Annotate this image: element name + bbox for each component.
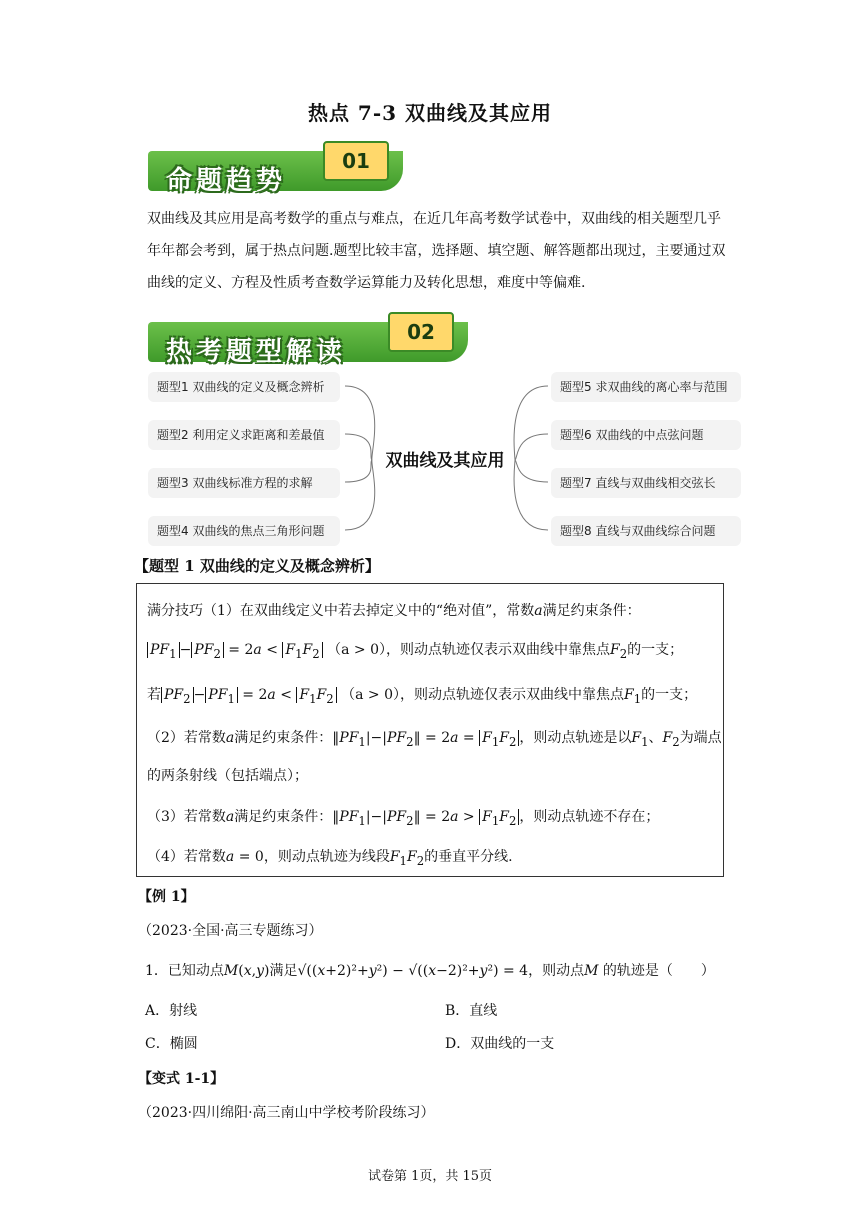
page-footer: 试卷第 1页，共 15页 bbox=[367, 1169, 493, 1184]
tip-line-5: 的两条射线（包括端点）； bbox=[147, 768, 308, 784]
page-title: 热点 7-3 双曲线及其应用 bbox=[307, 101, 553, 125]
option-d[interactable]: D．双曲线的一支 bbox=[445, 1036, 555, 1052]
option-b[interactable]: B．直线 bbox=[445, 1003, 498, 1019]
mindmap-node: 题型6 双曲线的中点弦问题 bbox=[551, 420, 741, 450]
variant-label: 【变式 1-1】 bbox=[138, 1071, 225, 1087]
example-question: 1．已知动点M(x,y)满足√((x+2)²+y²) − √((x−2)²+y²) = 4，则动点M 的轨迹是（ ） bbox=[145, 963, 715, 979]
banner-number: 02 bbox=[388, 312, 454, 352]
mindmap-center: 双曲线及其应用 bbox=[385, 451, 505, 471]
tip-line-4: （2）若常数a满足约束条件：$‖PF_1|-|PF_2‖ = 2a = F_1F_2$ ，则动点轨迹是以$F_1$、$F_2$为端点 bbox=[147, 730, 722, 749]
variant-source: （2023·四川绵阳·高三南山中学校考阶段练习） bbox=[138, 1105, 435, 1121]
mindmap-node: 题型1 双曲线的定义及概念辨析 bbox=[148, 372, 340, 402]
mindmap-node: 题型2 利用定义求距离和差最值 bbox=[148, 420, 340, 450]
tip-line-1: 满分技巧（1）在双曲线定义中若去掉定义中的“绝对值”，常数a满足约束条件： bbox=[147, 603, 641, 619]
mindmap-node: 题型4 双曲线的焦点三角形问题 bbox=[148, 516, 340, 546]
mindmap-node: 题型8 直线与双曲线综合问题 bbox=[551, 516, 741, 546]
example-label: 【例 1】 bbox=[138, 889, 195, 905]
tip-line-7: （4）若常数a = 0，则动点轨迹为线段$F_1F_2$的垂直平分线. bbox=[147, 849, 513, 868]
banner-text: 热考题型解读 bbox=[166, 337, 347, 367]
mindmap-node: 题型5 求双曲线的离心率与范围 bbox=[551, 372, 741, 402]
option-c[interactable]: C．椭圆 bbox=[145, 1036, 198, 1052]
mindmap-node: 题型3 双曲线标准方程的求解 bbox=[148, 468, 340, 498]
mindmap-node: 题型7 直线与双曲线相交弦长 bbox=[551, 468, 741, 498]
banner-number: 01 bbox=[323, 141, 389, 181]
tips-box bbox=[136, 583, 724, 877]
tip-line-3: 若 $PF_2 - PF_1 = 2a < F_1F_2$ （a > 0），则动点轨迹仅表示双曲线中靠焦点$F_1$的一支； bbox=[147, 687, 698, 706]
banner-text: 命题趋势 bbox=[166, 166, 287, 196]
tip-line-2: $PF_1 - PF_2 = 2a < F_1F_2$ （a > 0），则动点轨迹仅表示双曲线中靠焦点$F_2$的一支； bbox=[147, 639, 683, 661]
example-source: （2023·全国·高三专题练习） bbox=[138, 923, 323, 939]
option-a[interactable]: A．射线 bbox=[145, 1003, 198, 1019]
intro-paragraph: 双曲线及其应用是高考数学的重点与难点，在近几年高考数学试卷中，双曲线的相关题型几乎年年都会考到，属于热点问题.题型比较丰富，选择题、填空题、解答题都出现过，主要通过双曲线的定义、方程及性质考查数学运算能力及转化思想，难度中等偏难. bbox=[147, 211, 726, 291]
tip-line-6: （3）若常数a满足约束条件：$‖PF_1|-|PF_2‖ = 2a > F_1F_2$ ，则动点轨迹不存在； bbox=[147, 809, 660, 828]
section-heading: 【题型 1 双曲线的定义及概念辨析】 bbox=[134, 557, 380, 575]
